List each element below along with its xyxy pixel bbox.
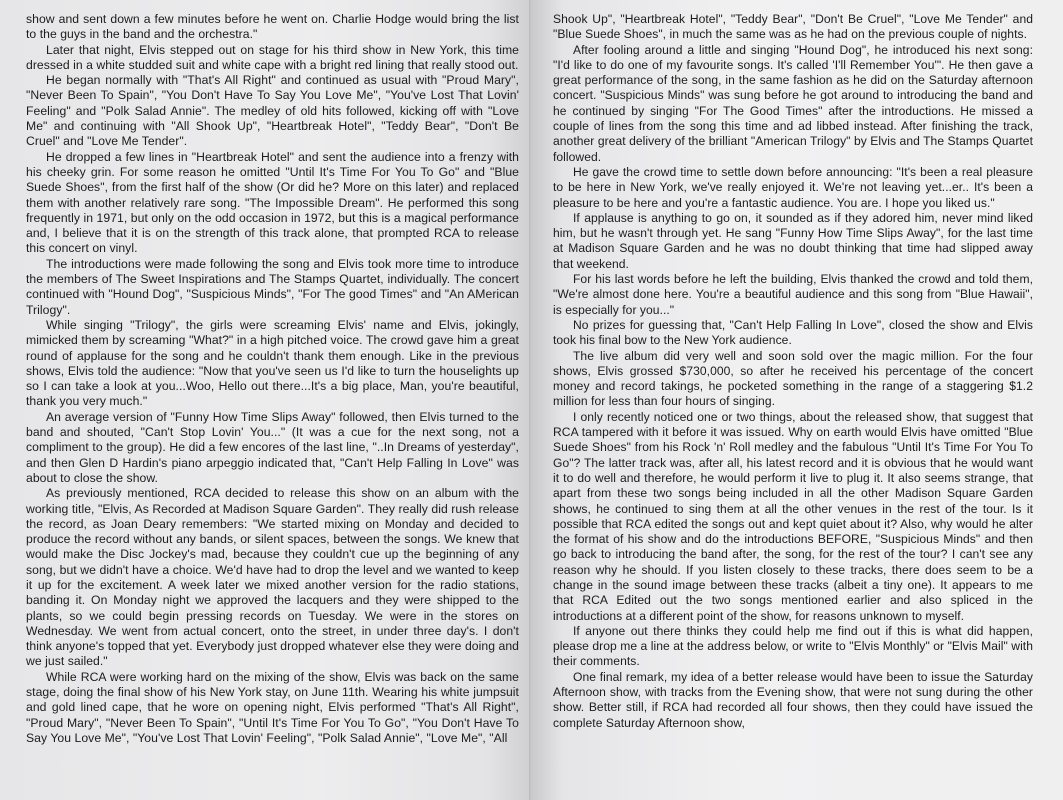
paragraph: While singing "Trilogy", the girls were screaming Elvis' name and Elvis, jokingly, mimicked them by screaming "What?" in a high pitched voice. The crowd gave him a great round of applause for the song and he couldn't thank them enough. Like in the previous shows, Elvis told the audience: "Now that you've seen us I'd like to turn the houselights up so I can take a look at you...Woo, Hello out there...It's a big place, Man, you're beautiful, thank you very much." [26, 317, 519, 409]
paragraph: show and sent down a few minutes before he went on. Charlie Hodge would bring the list to the guys in the band and the orchestra." [26, 12, 519, 42]
paragraph: No prizes for guessing that, "Can't Help Falling In Love", closed the show and Elvis took his final bow to the New York audience. [553, 317, 1033, 348]
paragraph: As previously mentioned, RCA decided to release this show on an album with the working title, "Elvis, As Recorded at Madison Square Garden". They really did rush release the record, as Joan Deary remembers: "We started mixing on Monday and decided to produce the record without any bands, or silent spaces, between the songs. We knew that would make the Disc Jockey's mad, because they couldn't cue up the beginning of any song, but we didn't have a choice. We'd have had to drop the level and we wanted to keep it up for the excitement. A week later we mixed another version for the radio stations, banding it. On Monday night we approved the lacquers and they were shipped to the plants, so we could begin pressing records on Tuesday. We were in the stores on Wednesday. We went from actual concert, onto the street, in under three day's. I don't think anyone's topped that yet. Everybody just dropped whatever else they were doing and we just sailed." [26, 486, 519, 669]
paragraph: If applause is anything to go on, it sounded as if they adored him, never mind liked him, but he wasn't through yet. He sang "Funny How Time Slips Away", for the last time at Madison Square Garden and he was no doubt thinking that time had slipped away that weekend. [553, 210, 1033, 271]
paragraph: Shook Up", "Heartbreak Hotel", "Teddy Bear", "Don't Be Cruel", "Love Me Tender" and "Blue Suede Shoes", in much the same was as he had on the previous couple of nights. [553, 12, 1033, 42]
paragraph: The live album did very well and soon sold over the magic million. For the four shows, Elvis grossed $730,000, so after he received his percentage of the concert money and record takings, he pocketed something in the range of a staggering $1.2 million for less than four hours of singing. [553, 348, 1033, 409]
paragraph: An average version of "Funny How Time Slips Away" followed, then Elvis turned to the band and shouted, "Can't Stop Lovin' You..." (It was a cue for the next song, not a compliment to the group). He did a few encores of the last line, "..In Dreams of yesterday", and then Glen D Hardin's piano arpeggio indicated that, "Can't Help Falling In Love" was about to close the show. [26, 409, 519, 485]
paragraph: If anyone out there thinks they could help me find out if this is what did happen, please drop me a line at the address below, or write to "Elvis Monthly" or "Elvis Mail" with their comments. [553, 623, 1033, 669]
paragraph: For his last words before he left the building, Elvis thanked the crowd and told them, "We're almost done here. You're a beautiful audience and this song from "Blue Hawaii", is especially for you..." [553, 272, 1033, 317]
paragraph: He began normally with "That's All Right" and continued as usual with "Proud Mary", "Never Been To Spain", "You Don't Have To Say You Love Me", "You've Lost That Lovin' Feeling" and "Polk Salad Annie". The medley of old hits followed, kicking off with "Love Me" and continuing with "All Shook Up", "Heartbreak Hotel", "Teddy Bear", "Don't Be Cruel" and "Love Me Tender". [26, 73, 519, 149]
paragraph: After fooling around a little and singing "Hound Dog", he introduced his next song: "I'd like to do one of my favourite songs. It's called 'I'll Remember You'". He then gave a great performance of the song, in the same fashion as he did on the Saturday afternoon concert. "Suspicious Minds" was sung before he got around to introducing the band and he continued by singing "For The Good Times" after the introductions. He missed a couple of lines from the song this time and ad libbed instead. After finishing the track, another great delivery of the brilliant "American Trilogy" by Elvis and The Stamps Quartet followed. [553, 42, 1033, 164]
left-page [0, 0, 531, 800]
paragraph: I only recently noticed one or two things, about the released show, that suggest that RCA tampered with it before it was issued. Why on earth would Elvis have omitted "Blue Suede Shoes" from his Rock 'n' Roll medley and the fabulous "Until It's Time For You To Go"? The latter track was, after all, his latest record and it is obvious that he would want it to do well and therefore, he would perform it live to plug it. It also seems strange, that apart from these two songs being included in all the other Madison Square Garden shows, he continued to sing them at all the other venues in the rest of the tour. Is it possible that RCA edited the songs out and kept quiet about it? Also, why would he alter the format of his show and do the introductions BEFORE, "Suspicious Minds" and then go back to introducing the band after, the song, for the rest of the tour? I can't see any reason why he should. If you listen closely to these tracks, there does seem to be a change in the sound image between these tracks (albeit a tiny one). It appears to me that RCA Edited out the two songs mentioned earlier and also spliced in the introductions at a different point of the show, for reasons unknown to myself. [553, 409, 1033, 623]
paragraph: He dropped a few lines in "Heartbreak Hotel" and sent the audience into a frenzy with his cheeky grin. For some reason he omitted "Until It's Time For You To Go" and "Blue Suede Shoes", from the first half of the show (Or did he? More on this later) and replaced them with another relatively rare song. "The Impossible Dream". He performed this song frequently in 1971, but only on the odd occasion in 1972, but this is a magical performance and, I believe that it is on the strength of this track alone, that prompted RCA to release this concert on vinyl. [26, 149, 519, 256]
right-page [531, 0, 1063, 800]
paragraph: The introductions were made following the song and Elvis took more time to introduce the members of The Sweet Inspirations and The Stamps Quartet, individually. The concert continued with "Hound Dog", "Suspicious Minds", "For The good Times" and "An AMerican Trilogy". [26, 256, 519, 317]
paragraph: He gave the crowd time to settle down before announcing: "It's been a real pleasure to be here in New York, we've really enjoyed it. We're not leaving yet...er.. It's been a pleasure to be here and you're a fantastic audience. You are. I hope you liked us." [553, 164, 1033, 210]
paragraph: While RCA were working hard on the mixing of the show, Elvis was back on the same stage, doing the final show of his New York stay, on June 11th. Wearing his white jumpsuit and gold lined cape, that he wore on opening night, Elvis performed "That's All Right", "Proud Mary", "Never Been To Spain", "Until It's Time For You To Go", "You Don't Have To Say You Love Me", "You've Lost That Lovin' Feeling", "Polk Salad Annie", "Love Me", "All [26, 669, 519, 745]
paragraph: One final remark, my idea of a better release would have been to issue the Saturday Afternoon show, with tracks from the Evening show, that were not sung during the other show. Better still, if RCA had recorded all four shows, then they could have issued the complete Saturday Afternoon show, [553, 669, 1033, 730]
paragraph: Later that night, Elvis stepped out on stage for his third show in New York, this time dressed in a white studded suit and white cape with a bright red lining that really stood out. [26, 42, 519, 72]
